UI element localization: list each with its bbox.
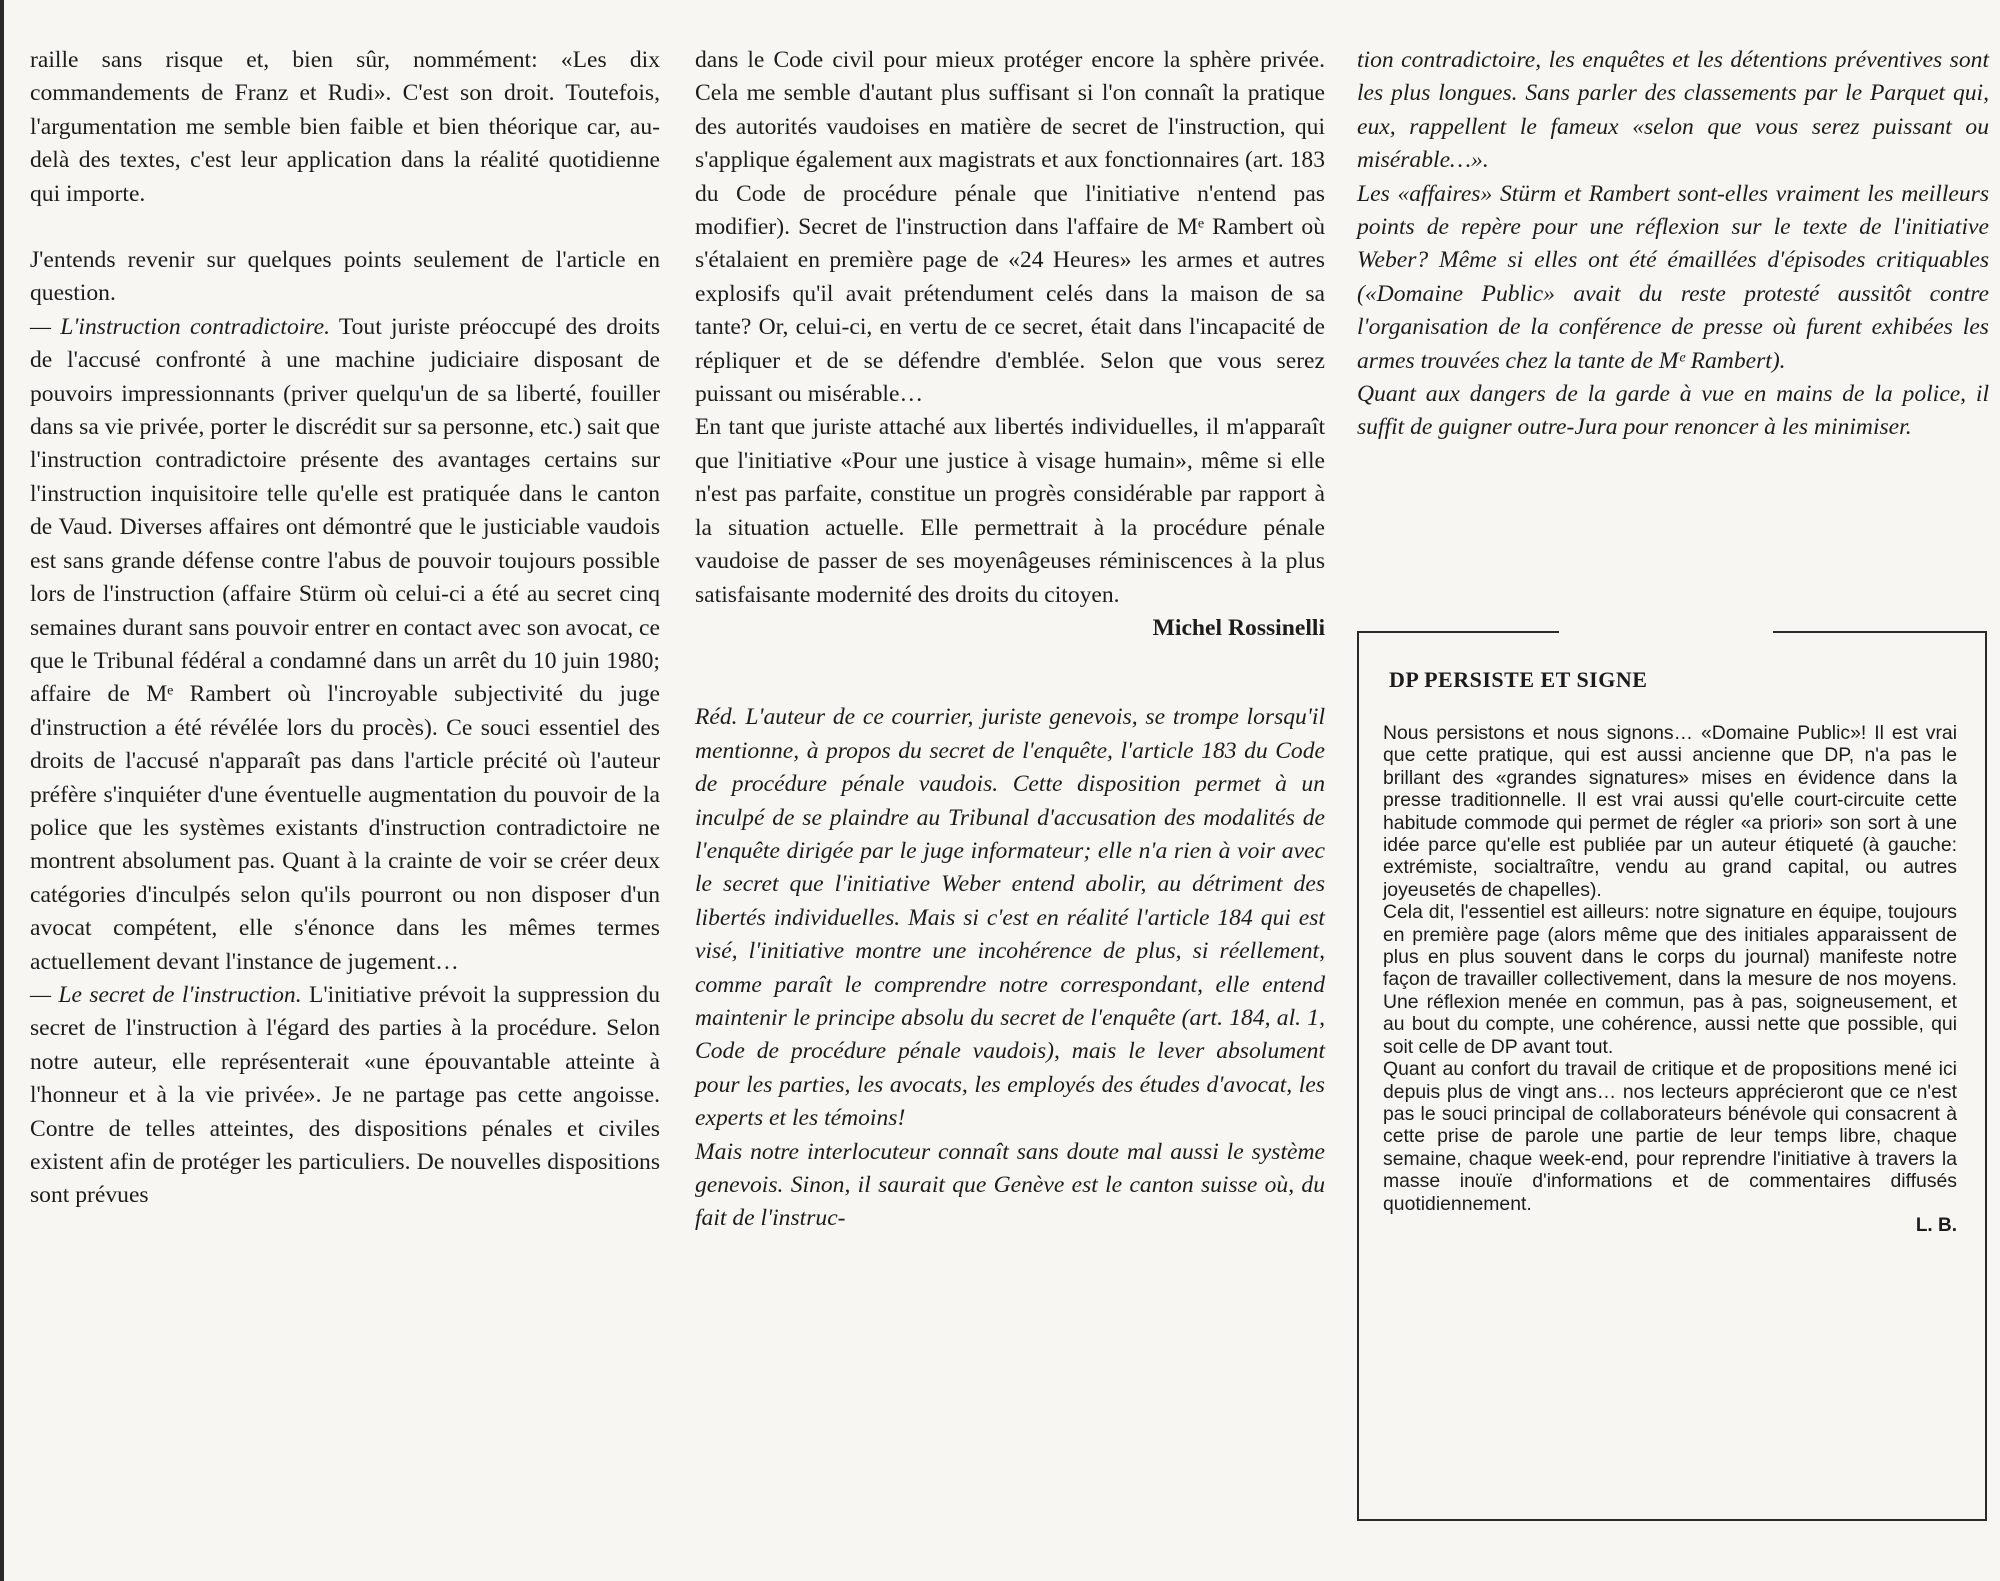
article-column-3	[1357, 44, 1989, 445]
paragraph: Nous persistons et nous signons… «Domaine Public»! Il est vrai que cette pratique, qui est aussi ancienne que DP, n'a pas le brillant des «grandes signatures» mises en évidence dans la presse traditionnelle. Il est vrai aussi qu'elle court-circuite cette habitude commode qui permet de régler «a priori» son sort à une idée parce qu'elle est publiée par un auteur étiqueté (à gauche: extrémiste, socialtraître, vendu au grand capital, ou autres joyeusetés de chapelles).	[1383, 722, 1957, 901]
box-signature: L. B.	[1915, 1214, 1957, 1236]
section-text: L'initiative prévoit la suppression du secret de l'instruction à l'égard des parties à la procédure. Selon notre auteur, elle représenterait «une épouvantable atteinte à l'honneur et à la vie privée». Je ne partage pas cette angoisse. Contre de telles atteintes, des dispositions pénales et civiles existent afin de protéger les particuliers. De nouvelles dispositions sont prévues	[30, 981, 660, 1209]
box-body	[1383, 722, 1957, 1237]
editorial-note: tion contradictoire, les enquêtes et les détentions préventives sont les plus longues. Sans parler des classements par le Parquet qui, eux, rappellent le fameux «selon que vous serez puissant ou misérable…».	[1357, 47, 1989, 174]
page-margin-rule	[0, 0, 4, 1581]
section-label: — Le secret de l'instruction.	[30, 981, 302, 1008]
boxed-notice	[1357, 631, 1987, 1521]
paragraph	[30, 979, 660, 1213]
paragraph: J'entends revenir sur quelques points seulement de l'article en question.	[30, 247, 660, 307]
article-column-1	[30, 44, 660, 1213]
paragraph	[30, 311, 660, 979]
box-border	[1359, 631, 1559, 633]
paragraph: En tant que juriste attaché aux libertés individuelles, il m'apparaît que l'initiative «Pour une justice à visage humain», même si elle n'est pas parfaite, constitue un progrès considérable par rapport à la situation actuelle. Elle permettrait à la procédure pénale vaudoise de passer de ses moyenâgeuses réminiscences à la plus satisfaisante modernité des droits du citoyen.	[695, 414, 1325, 608]
paragraph: raille sans risque et, bien sûr, nommément: «Les dix commandements de Franz et Rudi». C'est son droit. Toutefois, l'argumentation me semble bien faible et bien théorique car, au-delà des textes, c'est leur application dans la réalité quotidienne qui importe.	[30, 47, 660, 207]
editorial-note: Réd. L'auteur de ce courrier, juriste genevois, se trompe lorsqu'il mentionne, à propos du secret de l'enquête, l'article 183 du Code de procédure pénale vaudois. Cette disposition permet à un inculpé de se plaindre au Tribunal d'accusation des modalités de l'enquête dirigée par le juge informateur; elle n'a rien à voir avec le secret que l'initiative Weber entend abolir, au détriment des libertés individuelles. Mais si c'est en réalité l'article 184 qui est visé, l'initiative montre une incohérence de plus, si réellement, comme paraît le comprendre notre correspondant, elle entend maintenir le principe absolu du secret de l'enquête (art. 184, al. 1, Code de procédure pénale vaudois), mais le lever absolument pour les parties, les avocats, les employés des études d'avocat, les experts et les témoins!	[695, 704, 1325, 1132]
editorial-note: Quant aux dangers de la garde à vue en mains de la police, il suffit de guigner outre-Jura pour renoncer à les minimiser.	[1357, 381, 1989, 441]
article-column-2	[695, 44, 1325, 1236]
author-signature: Michel Rossinelli	[1152, 614, 1325, 641]
box-title: DP PERSISTE ET SIGNE	[1389, 667, 1648, 692]
box-border	[1773, 631, 1985, 633]
paragraph: dans le Code civil pour mieux protéger encore la sphère privée. Cela me semble d'autant plus suffisant si l'on connaît la pratique des autorités vaudoises en matière de secret de l'instruction, qui s'applique également aux magistrats et aux fonctionnaires (art. 183 du Code de procédure pénale que l'initiative n'entend pas modifier). Secret de l'instruction dans l'affaire de Mᵉ Rambert où s'étalaient en première page de «24 Heures» les armes et autres explosifs qu'il avait prétendument celés dans la maison de sa tante? Or, celui-ci, en vertu de ce secret, était dans l'incapacité de répliquer et de se défendre d'emblée. Selon que vous serez puissant ou misérable…	[695, 47, 1325, 408]
paragraph: Quant au confort du travail de critique et de propositions mené ici depuis plus de vingt ans… nos lecteurs apprécieront que ce n'est pas le souci principal de collaborateurs bénévole qui consacrent à cette prise de parole une partie de leur temps libre, chaque semaine, chaque week-end, pour reprendre l'initiative à travers la masse inouïe d'informations et de commentaires diffusés quotidiennement.	[1383, 1058, 1957, 1215]
section-label: — L'instruction contradictoire.	[30, 313, 330, 340]
editorial-note: Les «affaires» Stürm et Rambert sont-elles vraiment les meilleurs points de repère pour une réflexion sur le texte de l'initiative Weber? Même si elles ont été émaillées d'épisodes critiquables («Domaine Public» avait du reste protesté aussitôt contre l'organisation de la conférence de presse où furent exhibées les armes trouvées chez la tante de Mᵉ Rambert).	[1357, 180, 1989, 374]
editorial-note: Mais notre interlocuteur connaît sans doute mal aussi le système genevois. Sinon, il saurait que Genève est le canton suisse où, du fait de l'instruc-	[695, 1138, 1325, 1232]
paragraph: Cela dit, l'essentiel est ailleurs: notre signature en équipe, toujours en première page (alors même que des initiales apparaissent de plus en plus souvent dans le corps du journal) manifeste notre façon de travailler collectivement, dans la mesure de nos moyens. Une réflexion menée en commun, pas à pas, soigneusement, et au bout du compte, une cohérence, aussi nette que possible, qui soit celle de DP avant tout.	[1383, 901, 1957, 1058]
section-text: Tout juriste préoccupé des droits de l'accusé confronté à une machine judiciaire disposant de pouvoirs impressionnants (priver quelqu'un de sa liberté, fouiller dans sa vie privée, porter le discrédit sur sa personne, etc.) sait que l'instruction contradictoire présente des avantages certains sur l'instruction inquisitoire telle qu'elle est pratiquée dans le canton de Vaud. Diverses affaires ont démontré que le justiciable vaudois est sans grande défense contre l'abus de pouvoir toujours possible lors de l'instruction (affaire Stürm où celui-ci a été au secret cinq semaines durant sans pouvoir entrer en contact avec son avocat, ce que le Tribunal fédéral a condamné dans un arrêt du 10 juin 1980; affaire de Mᵉ Rambert où l'incroyable subjectivité du juge d'instruction a été révélée lors du procès). Ce souci essentiel des droits de l'accusé n'apparaît pas dans l'article précité où l'auteur préfère s'inquiéter d'une éventuelle augmentation du pouvoir de la police que les systèmes existants d'instruction contradictoire ne montrent absolument pas. Quant à la crainte de voir se créer deux catégories d'inculpés selon qu'ils pourront ou non disposer d'un avocat compétent, elle s'énonce dans les mêmes termes actuellement devant l'instance de jugement…	[30, 313, 661, 975]
